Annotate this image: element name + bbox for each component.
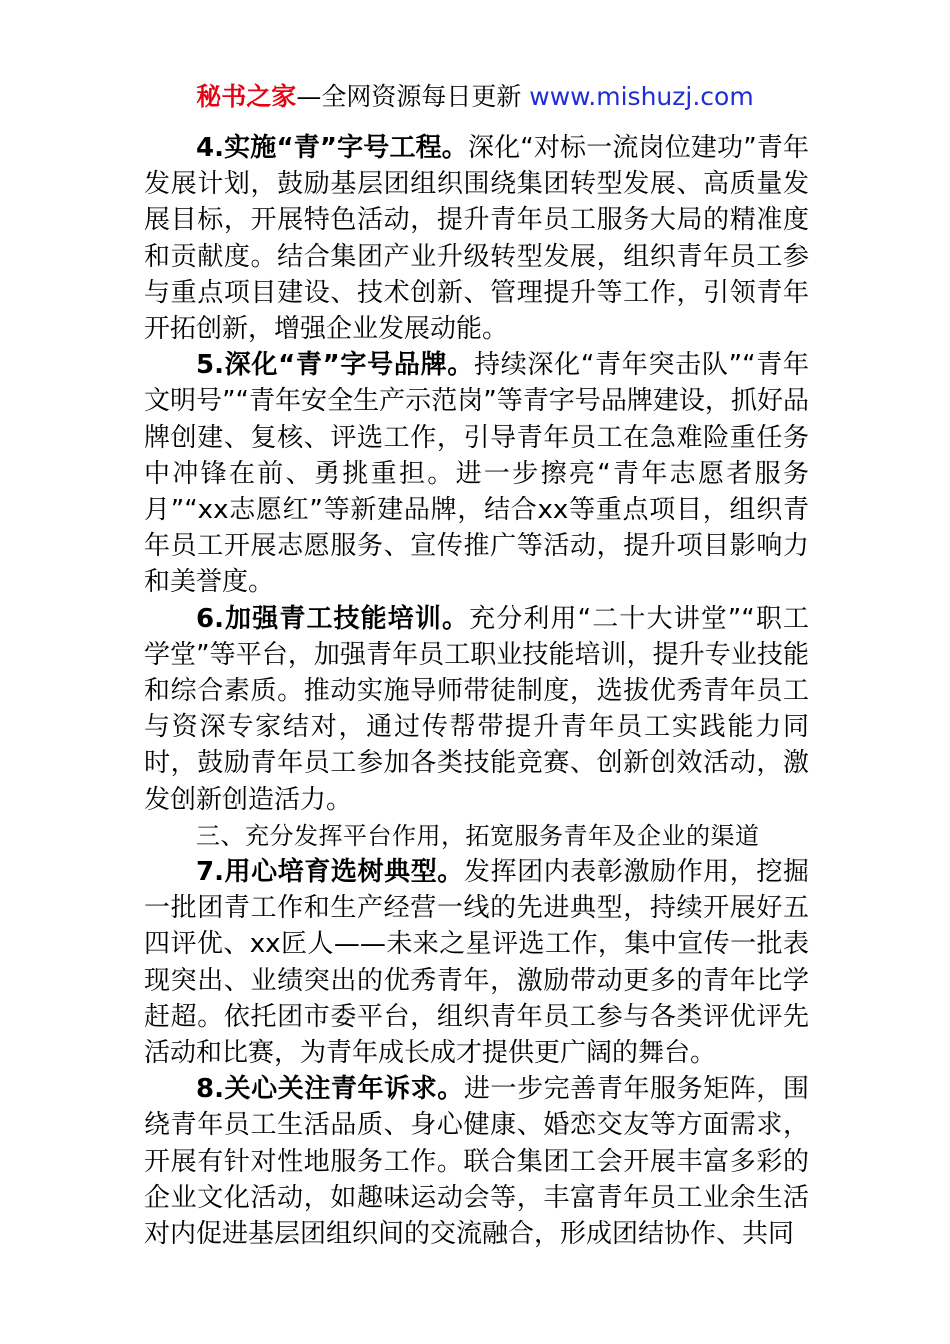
paragraph-text: 深化“对标一流岗位建功”青年发展计划，鼓励基层团组织围绕集团转型发展、高质量发展目标，开展特色活动，提升青年员工服务大局的精准度和贡献度。结合集团产业升级转型发展，组织青年员工参与重点项目建设、技术创新、管理提升等工作，引领青年开拓创新，增强企业发展动能。	[144, 133, 809, 345]
header-tagline: —全网资源每日更新	[296, 82, 530, 111]
paragraph-7	[144, 854, 809, 1071]
paragraph-6	[144, 601, 809, 818]
paragraph-4	[144, 130, 809, 347]
paragraph-heading: 5.深化“青”字号品牌。	[196, 350, 474, 381]
paragraph-text: 持续深化“青年突击队”“青年文明号”“青年安全生产示范岗”等青字号品牌建设，抓好品牌创建、复核、评选工作，引导青年员工在急难险重任务中冲锋在前、勇挑重担。进一步擦亮“青年志愿者服务月”“xx志愿红”等新建品牌，结合xx等重点项目，组织青年员工开展志愿服务、宣传推广等活动，提升项目影响力和美誉度。	[144, 350, 809, 598]
paragraph-text: 进一步完善青年服务矩阵，围绕青年员工生活品质、身心健康、婚恋交友等方面需求，开展有针对性地服务工作。联合集团工会开展丰富多彩的企业文化活动，如趣味运动会等，丰富青年员工业余生活对内促进基层团组织间的交流融合，形成团结协作、共同	[144, 1074, 809, 1250]
site-header	[0, 80, 950, 114]
paragraph-heading: 6.加强青工技能培训。	[196, 603, 470, 634]
paragraph-text: 充分利用“二十大讲堂”“职工学堂”等平台，加强青年员工职业技能培训，提升专业技能和综合素质。推动实施导师带徒制度，选拔优秀青年员工与资深专家结对，通过传帮带提升青年员工实践能力同时，鼓励青年员工参加各类技能竞赛、创新创效活动，激发创新创造活力。	[144, 603, 809, 815]
paragraph-5	[144, 347, 809, 600]
paragraph-8	[144, 1071, 809, 1252]
brand-name: 秘书之家	[196, 82, 297, 111]
paragraph-heading: 4.实施“青”字号工程。	[196, 133, 468, 163]
paragraph-heading: 7.用心培育选树典型。	[196, 857, 464, 888]
section-title: 三、充分发挥平台作用，拓宽服务青年及企业的渠道	[196, 821, 760, 850]
document-body	[144, 130, 809, 1252]
site-url-link[interactable]: www.mishuzj.com	[529, 82, 754, 111]
paragraph-heading: 8.关心关注青年诉求。	[196, 1074, 464, 1105]
paragraph-text: 发挥团内表彰激励作用，挖掘一批团青工作和生产经营一线的先进典型，持续开展好五四评优、xx匠人——未来之星评选工作，集中宣传一批表现突出、业绩突出的优秀青年，激励带动更多的青年比学赶超。依托团市委平台，组织青年员工参与各类评优评先活动和比赛，为青年成长成才提供更广阔的舞台。	[144, 857, 809, 1069]
